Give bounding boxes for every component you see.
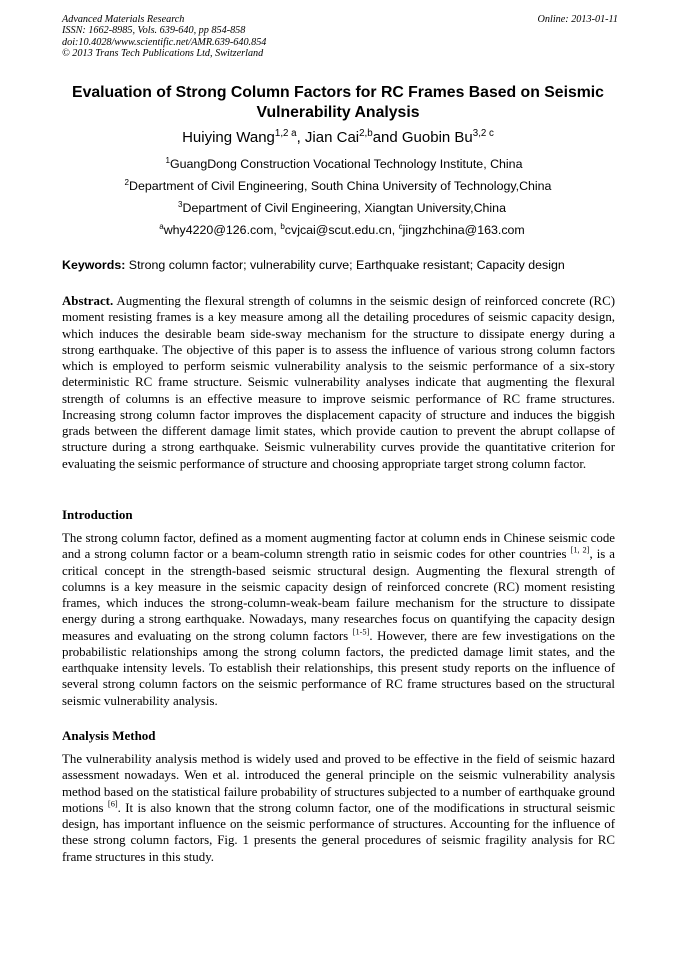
intro-ref-2: [1-5] [352,627,370,637]
intro-text-1: The strong column factor, defined as a moment augmenting factor at column ends in Chinese seismic code and a strong column factor or a beam-column strength ratio in seismic codes for other countries [62,531,615,562]
copyright-line: © 2013 Trans Tech Publications Ltd, Switzerland [62,48,264,60]
keywords-label: Keywords: [62,258,126,272]
author-1: Huiying Wang [182,129,275,146]
abstract-paragraph [62,293,615,472]
analysis-method-heading: Analysis Method [62,728,156,743]
email-line [66,222,618,238]
doi-line: doi:10.4028/www.scientific.net/AMR.639-640.854 [62,36,267,48]
title-line-1: Evaluation of Strong Column Factors for RC Frames Based on Seismic [72,84,604,101]
affiliation-3-text: Department of Civil Engineering, Xiangtan University,China [182,201,506,215]
introduction-heading: Introduction [62,507,133,522]
email-a[interactable]: why4220@126.com, [163,223,281,237]
affiliation-1-sup: 1 [165,155,171,165]
email-c[interactable]: jingzhchina@163.com [402,223,525,237]
analysis-ref-1: [6] [107,799,118,809]
author-2-sup: 2,b [359,128,373,139]
title-line-2: Vulnerability Analysis [256,104,420,121]
journal-header [62,14,618,60]
abstract-label: Abstract. [62,294,114,308]
analysis-method-paragraph [62,751,615,865]
keywords-line [62,257,618,273]
analysis-text-2: . It is also known that the strong column factor, one of the modifications in structural seismic design, has important influence on the seismic performance of structures. Accounting for the influence of these strong column factors, Fig. 1 presents the general procedures of seismic fragility analysis for RC frame structures in this study. [62,800,616,864]
email-b-sup: b [280,221,285,231]
author-3-sup: 3,2 c [472,128,494,139]
affiliation-2 [62,178,614,194]
keywords-text: Strong column factor; vulnerability curve; Earthquake resistant; Capacity design [125,258,565,272]
abstract-text: Augmenting the flexural strength of columns in the seismic design of reinforced concrete (RC) moment resisting frames is a key measure among all the detailing procedures of seismic capacity design, which induces the desirable beam side-sway mechanism for the structure to dissipate energy during a strong earthquake. The objective of this paper is to assess the influence of various strong column factors which is employed to perform seismic vulnerability analysis to the seismic performance of a six-story deterministic RC frame structure. Seismic vulnerability analyses indicate that augmenting the flexural strength of columns is an effective measure to improve seismic performance of RC frame structures. Increasing strong column factor improves the displacement capacity of structure and induces the biggish grads between the different damage limit states, which provide caution to prevent the abrupt collapse of structure during a strong earthquake. Seismic vulnerability curves provide the quantitative criterion for evaluating the seismic performance of structure and choosing appropriate target strong column factor. [62,294,615,471]
paper-title [62,83,614,123]
email-b[interactable]: cvjcai@scut.edu.cn, [284,223,399,237]
intro-text-3: . However, there are few investigations on the probabilistic relationships among the strong column factors, the predicted damage limit states, and the earthquake intensity levels. To establish their relationships, this present study reports on the influence of several strong column factors on the seismic performance of RC frame structures based on the structural seismic vulnerability analysis. [62,628,615,708]
affiliation-2-sup: 2 [124,177,130,187]
author-2: , Jian Cai [296,129,360,146]
intro-text-2: , is a critical concept in the strength-based seismic structural design. Augmenting the flexural strength of columns is a key measure in the seismic capacity design of reinforced concrete (RC) moment resisting frames, which induces the strong-column-weak-beam failure mechanism for the structure to dissipate energy during a strong earthquake. Nowadays, many researches focus on quantifying the capacity design measures and evaluating on the strong column factors [62,547,616,643]
email-c-sup: c [398,221,403,231]
affiliation-3-sup: 3 [178,199,183,209]
affiliation-1 [68,156,620,172]
issn-line: ISSN: 1662-8985, Vols. 639-640, pp 854-858 [62,25,246,37]
author-1-sup: 1,2 a [274,128,297,139]
analysis-text-1: The vulnerability analysis method is widely used and proved to be effective in the field of seismic hazard assessment nowadays. Wen et al. introduced the general principle on the seismic vulnerability analysis method based on the statistical failure probability of structures subjected to a number of earthquake ground motions [62,752,615,815]
author-list [62,128,614,148]
online-date: Online: 2013-01-11 [537,14,618,25]
journal-name: Advanced Materials Research [62,14,185,25]
introduction-paragraph [62,530,615,709]
affiliation-2-text: Department of Civil Engineering, South China University of Technology,China [129,179,552,193]
affiliation-3 [66,200,618,216]
author-3: and Guobin Bu [372,129,473,146]
email-a-sup: a [159,221,164,231]
intro-ref-1: [1, 2] [570,545,590,555]
affiliation-1-text: GuangDong Construction Vocational Technology Institute, China [170,157,523,171]
